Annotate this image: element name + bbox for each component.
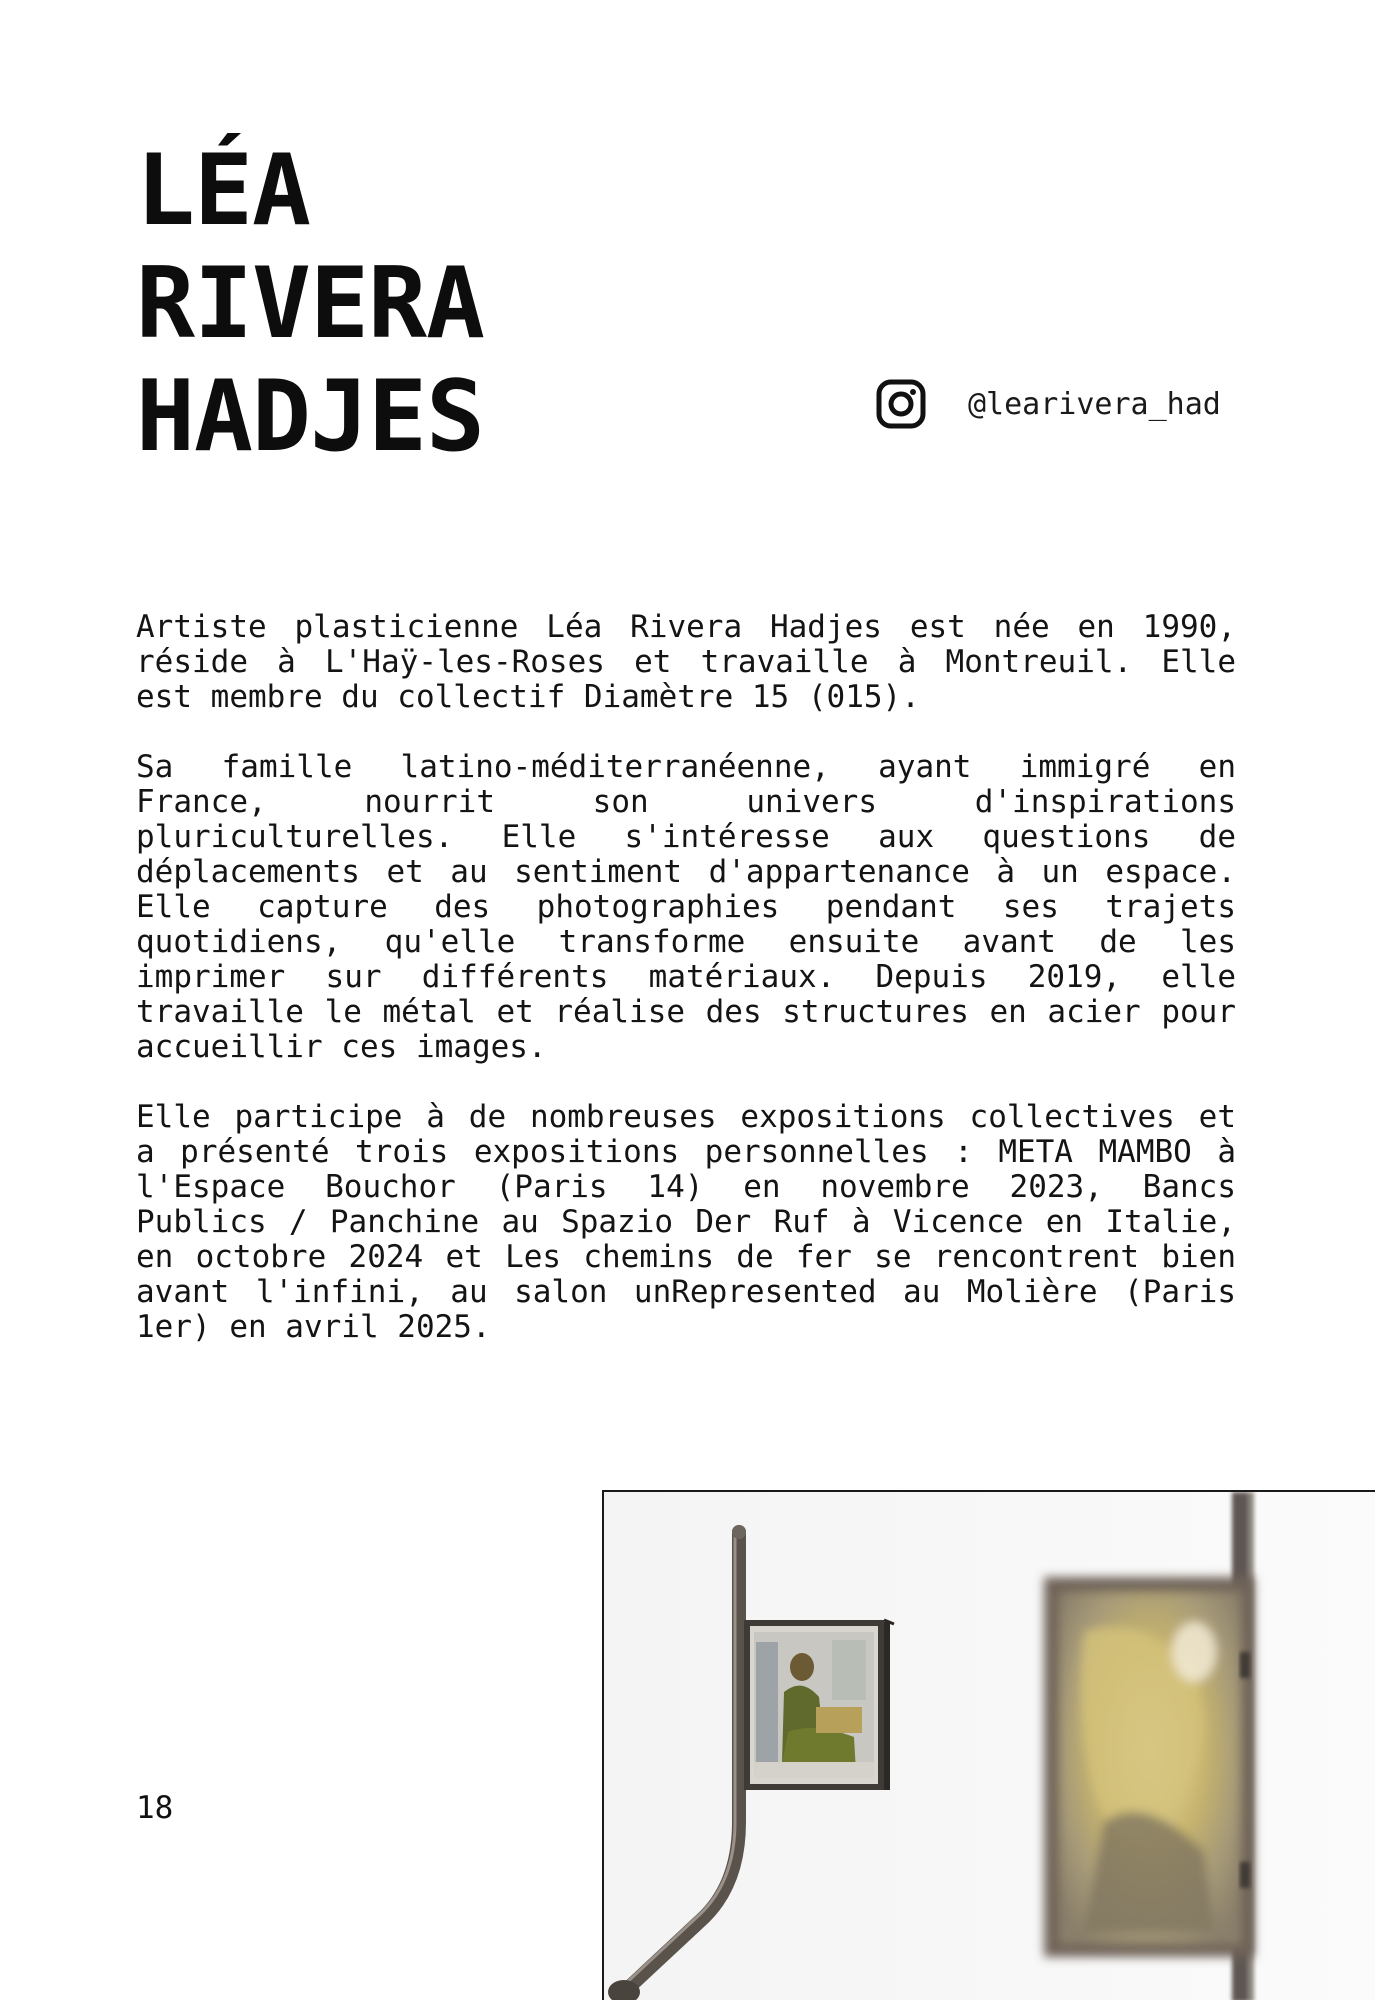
artwork-photo <box>602 1490 1375 2000</box>
bio-paragraph-3: Elle participe à de nombreuses expositions collectives et a présenté trois expositions personnelles : META MAMBO à l'Espace Bouchor (Paris 14) en novembre 2023, Bancs Publics / Panchine au Spazio Der Ruf à Vicence en Italie, en octobre 2024 et Les chemins de fer se rencontrent bien avant l'infini, au salon unRepresented au Molière (Paris 1er) en avril 2025. <box>136 1099 1236 1345</box>
biography <box>136 610 1236 1380</box>
instagram-icon <box>876 379 926 429</box>
bio-paragraph-2: Sa famille latino-méditerranéenne, ayant immigré en France, nourrit son univers d'inspirations pluriculturelles. Elle s'intéresse aux questions de déplacements et au sentiment d'appartenance à un espace. Elle capture des photographies pendant ses trajets quotidiens, qu'elle transforme ensuite avant de les imprimer sur différents matériaux. Depuis 2019, elle travaille le métal et réalise des structures en acier pour accueillir ces images. <box>136 749 1236 1065</box>
artist-name-line-2: RIVERA <box>136 247 485 361</box>
artist-name <box>136 135 484 474</box>
instagram-handle[interactable]: @learivera_had <box>968 386 1221 422</box>
artist-name-line-1: LÉA <box>136 134 311 248</box>
artist-name-line-3: HADJES <box>136 360 485 474</box>
instagram-link[interactable] <box>876 379 1221 429</box>
bio-paragraph-1: Artiste plasticienne Léa Rivera Hadjes est née en 1990, réside à L'Haÿ-les-Roses et travaille à Montreuil. Elle est membre du collectif Diamètre 15 (015). <box>136 609 1236 715</box>
page-number: 18 <box>136 1790 174 1826</box>
